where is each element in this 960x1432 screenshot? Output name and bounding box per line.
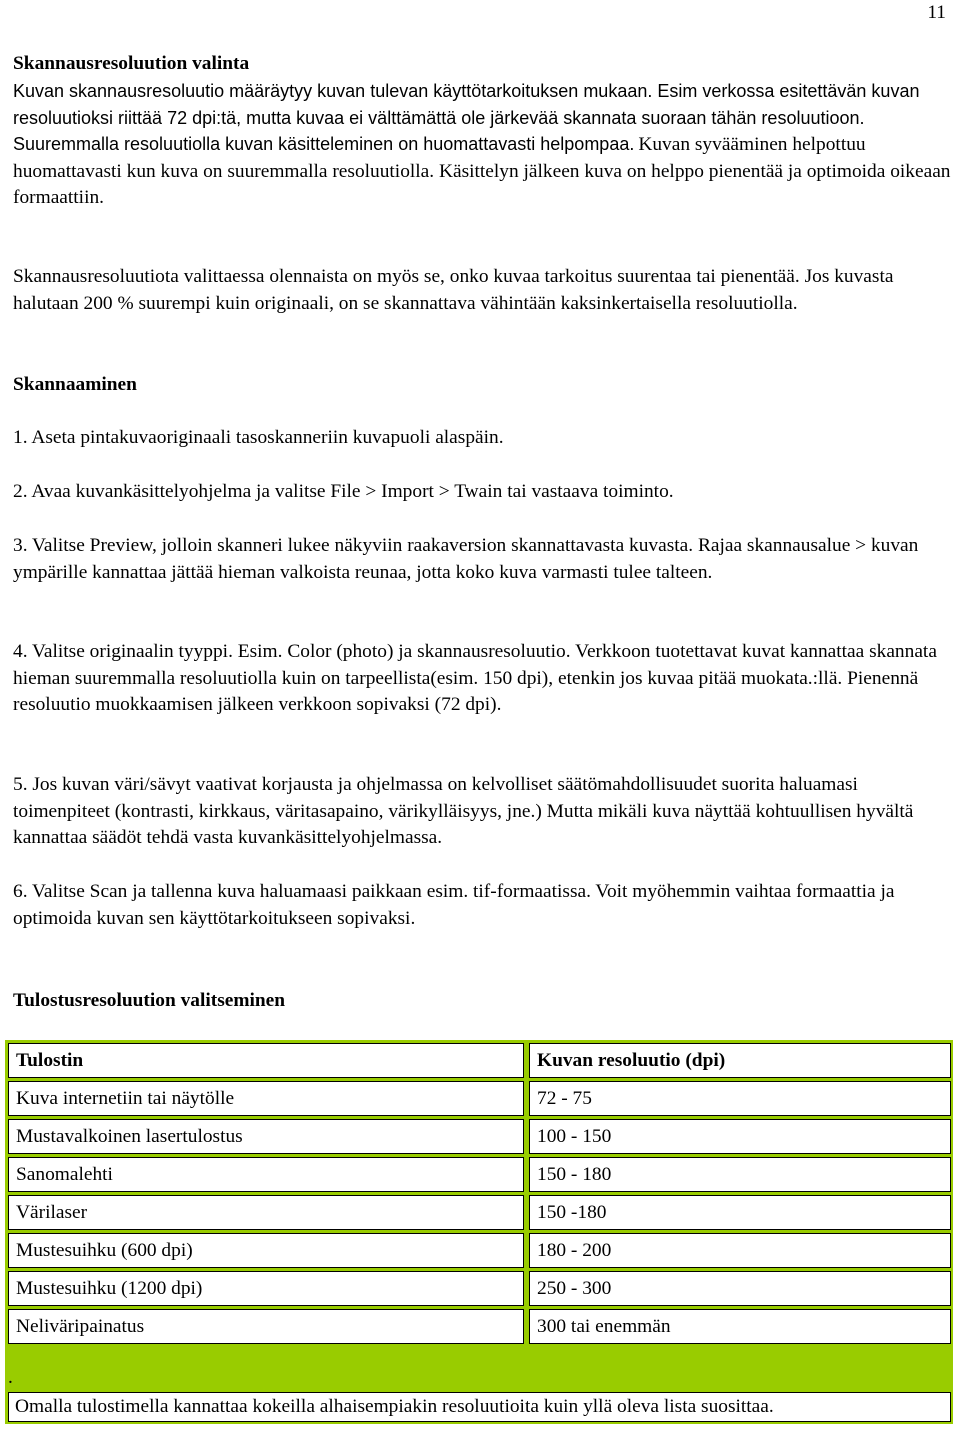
printer-cell: Neliväripainatus [8, 1309, 524, 1344]
page-number: 11 [927, 2, 946, 23]
table-separator-row: . [8, 1367, 13, 1388]
section-heading-print-resolution: Tulostusresoluution valitseminen [13, 990, 286, 1011]
resolution-table [5, 1040, 953, 1424]
paragraph-scale-note: Skannausresoluutiota valittaessa olennaista on myös se, onko kuvaa tarkoitus suurentaa tai pienentää. Jos kuvasta halutaan 200 % suurempi kuin originaali, on se skannattava vähintään kaksinkertaisella resoluutiolla. [13, 266, 894, 314]
section-heading-scanning: Skannaaminen [13, 374, 137, 395]
resolution-cell: 150 -180 [529, 1195, 951, 1230]
printer-cell: Kuva internetiin tai näytölle [8, 1081, 524, 1116]
resolution-cell: 250 - 300 [529, 1271, 951, 1306]
intro-text-sans: Kuvan skannausresoluutio määräytyy kuvan tulevan käyttötarkoituksen mukaan. Esim verkossa esitettävän kuvan resoluutioksi riittää 72 dpi:tä, mutta kuvaa ei välttämättä ole järkevää skannata suoraan tähän resoluutioon. Suuremmalla resoluutiolla kuvan käsitteleminen on huomattavasti helpompaa. [13, 81, 920, 155]
resolution-cell: 100 - 150 [529, 1119, 951, 1154]
step-3: 3. Valitse Preview, jolloin skanneri lukee näkyviin raakaversion skannattavasta kuvasta. Rajaa skannausalue > kuvan ympärille kannattaa jättää hieman valkoista reunaa, jotta koko kuva varmasti tulee talteen. [13, 535, 919, 583]
table-footer-note: Omalla tulostimella kannattaa kokeilla alhaisempiakin resoluutioita kuin yllä oleva lista suosittaa. [8, 1392, 951, 1422]
step-2: 2. Avaa kuvankäsittelyohjelma ja valitse File > Import > Twain tai vastaava toiminto. [13, 481, 674, 502]
step-5: 5. Jos kuvan väri/sävyt vaativat korjausta ja ohjelmassa on kelvolliset säätömahdollisuudet suorita haluamasi toimenpiteet (kontrasti, kirkkaus, väritasapaino, värikylläisyys, jne.) Mutta mikäli kuva näyttää kohtuullisen hyvältä kannattaa säädöt tehdä vasta kuvankäsittelyohjelmassa. [13, 774, 914, 849]
step-1: 1. Aseta pintakuvaoriginaali tasoskanneriin kuvapuoli alaspäin. [13, 427, 504, 448]
section-heading-scan-resolution: Skannausresoluution valinta [13, 53, 250, 74]
resolution-cell: 300 tai enemmän [529, 1309, 951, 1344]
resolution-cell: 180 - 200 [529, 1233, 951, 1268]
printer-cell: Mustesuihku (600 dpi) [8, 1233, 524, 1268]
printer-cell: Mustavalkoinen lasertulostus [8, 1119, 524, 1154]
printer-cell: Sanomalehti [8, 1157, 524, 1192]
resolution-cell: 72 - 75 [529, 1081, 951, 1116]
printer-cell: Värilaser [8, 1195, 524, 1230]
intro-text-serif: Kuvan syvääminen helpottuu huomattavasti kun kuva on suuremmalla resoluutiolla. Käsittelyn jälkeen kuva on helppo pienentää ja optimoida oikeaan formaattiin. [13, 134, 951, 209]
step-4: 4. Valitse originaalin tyyppi. Esim. Color (photo) ja skannausresoluutio. Verkkoon tuotettavat kuvat kannattaa skannata hieman suuremmalla resoluutiolla kuin on tarpeellista(esim. 150 dpi), etenkin jos kuvaa pitää muokata.:llä. Pienennä resoluutio muokkaamisen jälkeen verkkoon sopivaksi (72 dpi). [13, 641, 937, 716]
header-printer: Tulostin [8, 1043, 524, 1078]
header-resolution: Kuvan resoluutio (dpi) [529, 1043, 951, 1078]
paragraph-scan-resolution-intro [13, 78, 953, 212]
step-6: 6. Valitse Scan ja tallenna kuva haluamaasi paikkaan esim. tif-formaatissa. Voit myöhemmin vaihtaa formaattia ja optimoida kuvan sen käyttötarkoitukseen sopivaksi. [13, 881, 895, 929]
printer-cell: Mustesuihku (1200 dpi) [8, 1271, 524, 1306]
resolution-cell: 150 - 180 [529, 1157, 951, 1192]
